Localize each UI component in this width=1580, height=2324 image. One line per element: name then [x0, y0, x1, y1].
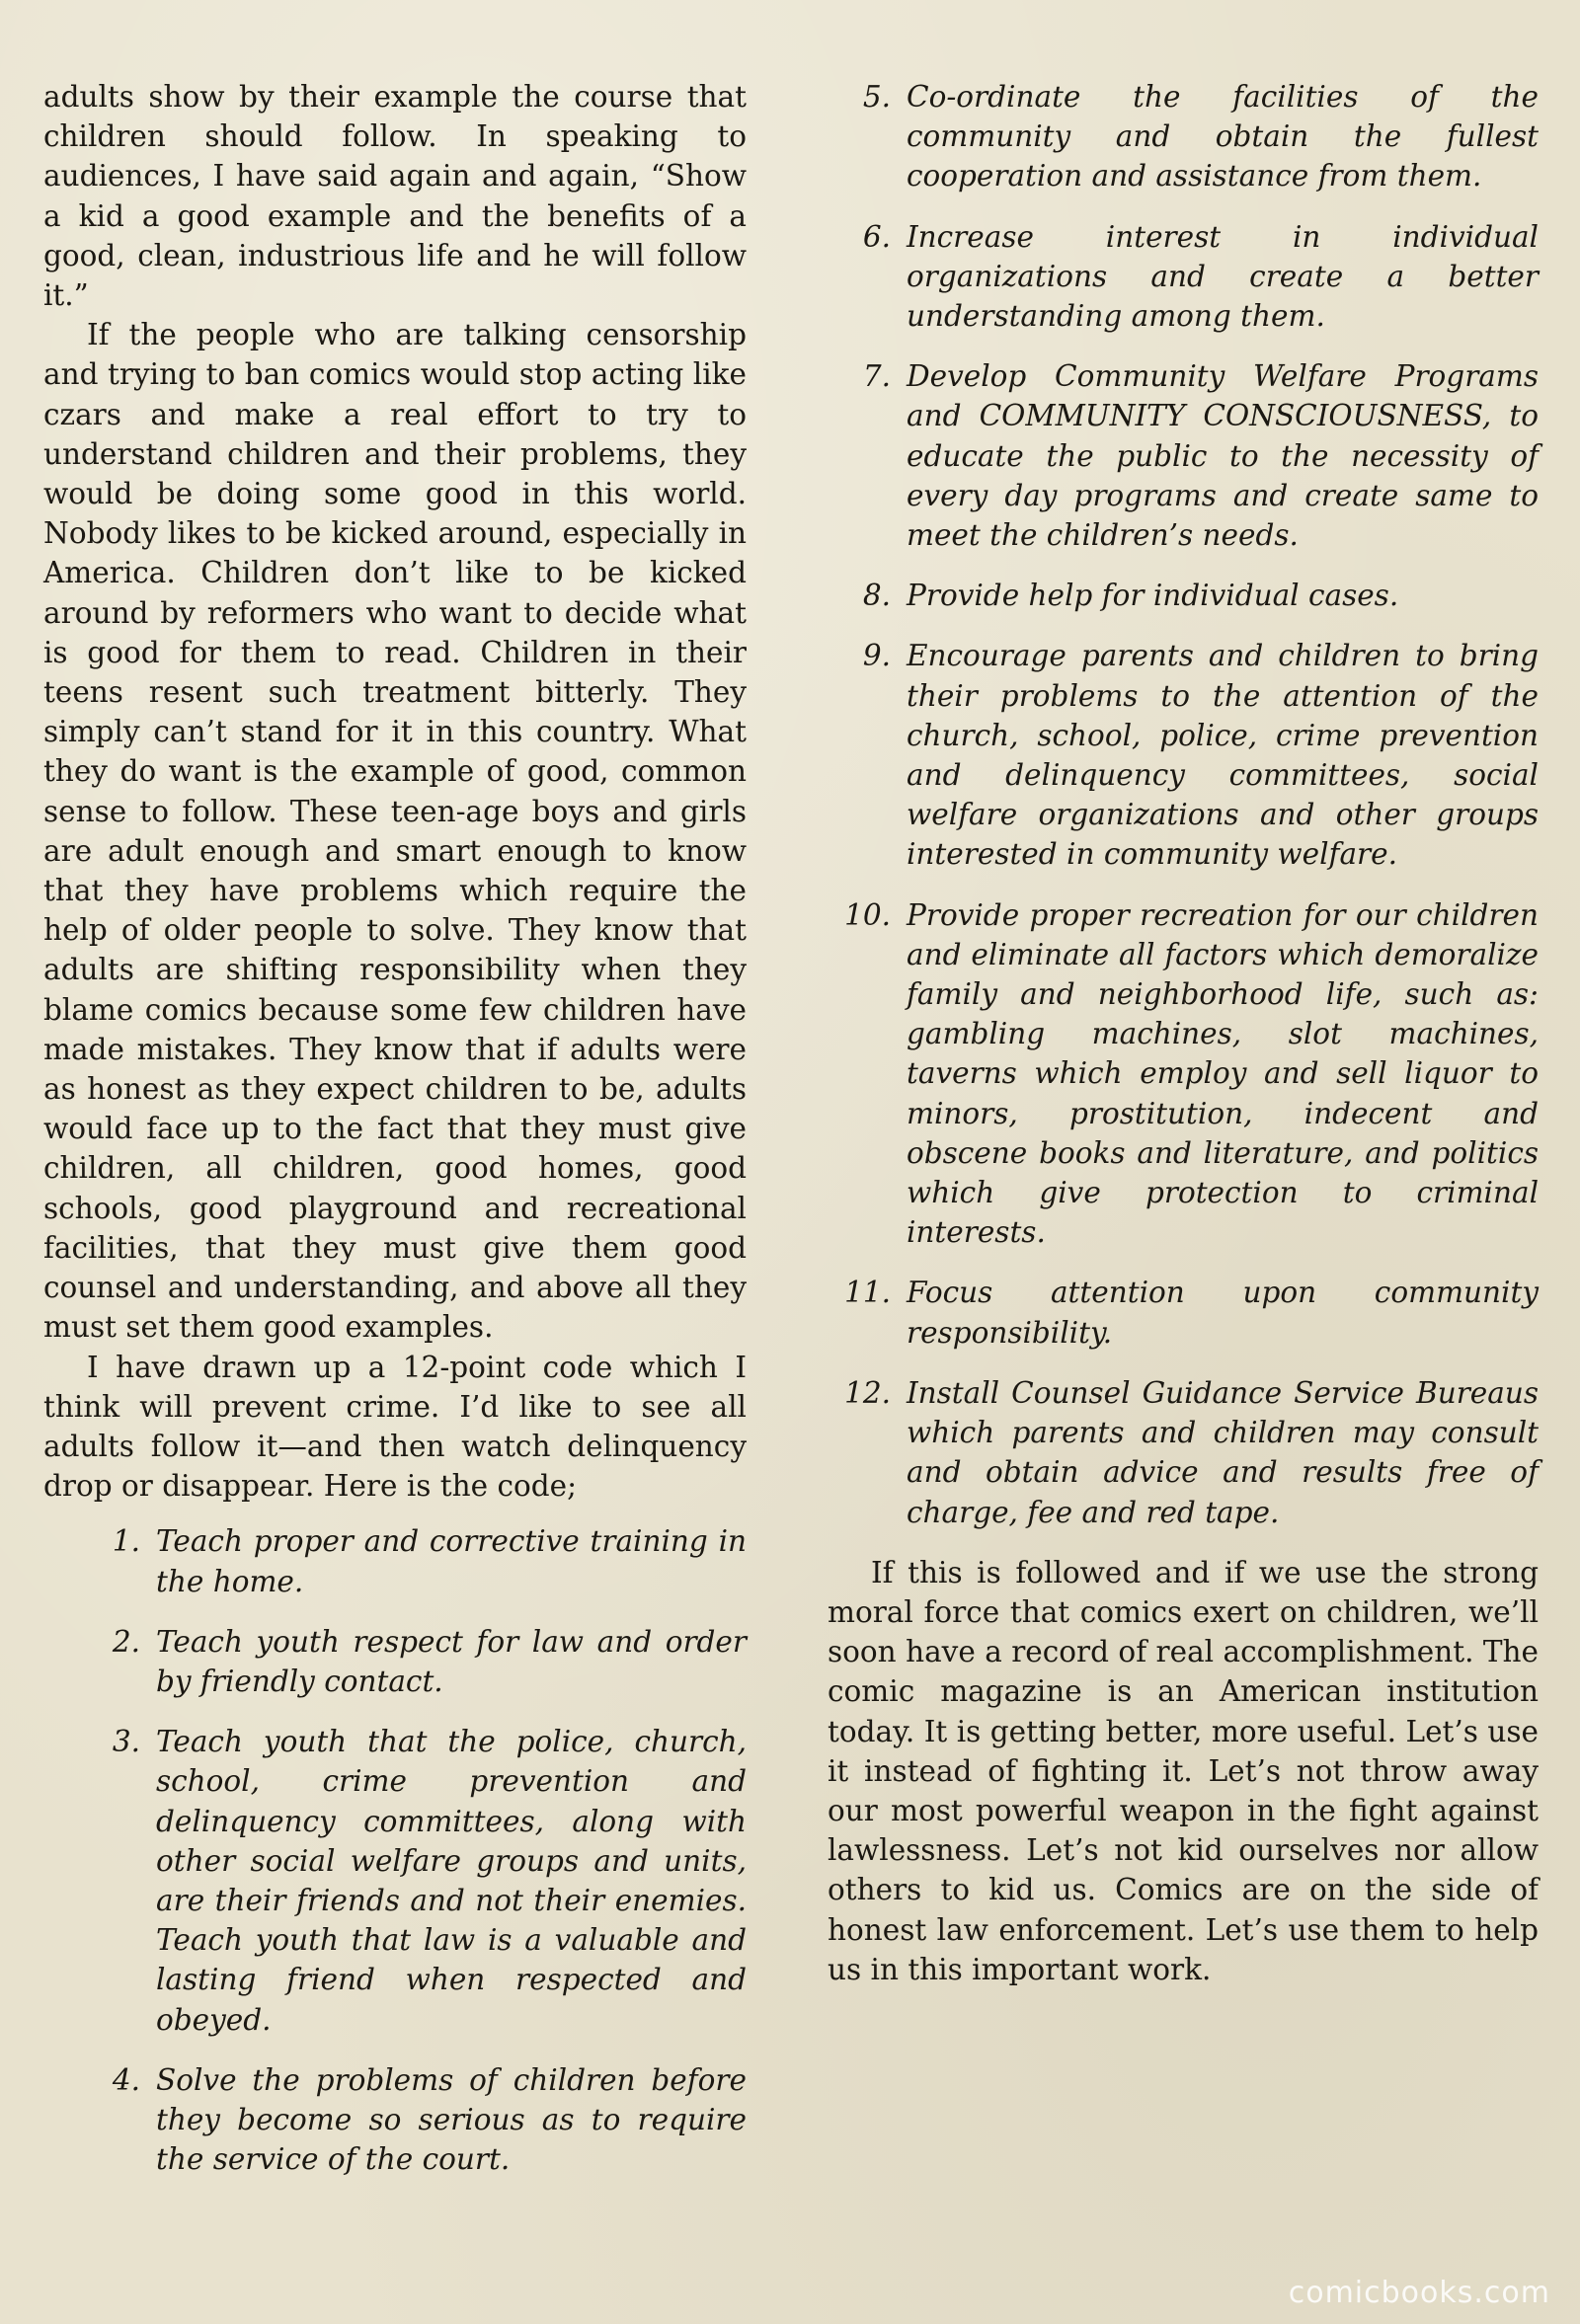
code-point-number: 4. [112, 2062, 140, 2097]
code-point-number: 7. [862, 359, 891, 394]
code-point [828, 356, 1539, 555]
code-point [828, 636, 1539, 874]
code-point [43, 1622, 747, 1701]
code-point-number: 6. [862, 219, 891, 254]
code-point-number: 9. [862, 639, 891, 673]
body-paragraph: If the people who are talking censorship and trying to ban comics would stop acting like czars and make a real effort to try to understand children and their problems, they would be doing some good in this world. Nobody likes to be kicked around, especially in America. Children don’t like to be kicked around by reformers who want to decide what is good for them to read. Children in their teens resent such treatment bitterly. They simply can’t stand for it in this country. What they do want is the example of good, common sense to follow. These teen-age boys and girls are adult enough and smart enough to know that they have problems which require the help of older people to solve. They know that adults are shifting responsibility when they blame comics because some few children have made mistakes. They know that if adults were as honest as they expect children to be, adults would face up to the fact that they must give children, all children, good homes, good schools, good playground and recreational facilities, that they must give them good counsel and understanding, and above all they must set them good examples. [43, 318, 747, 1345]
code-point-number: 11. [844, 1276, 891, 1310]
body-paragraph: adults show by their example the course that children should follow. In speaking to audiences, I have said again and again, “Show a kid a good example and the benefits of a good, clean, industrious life and he will follow it.” [43, 80, 747, 313]
code-point [43, 1521, 747, 1600]
code-point-text: Provide proper recreation for our children and eliminate all factors which demoralize family and neighborhood life, such as: gambling machines, slot machines, taverns which employ and sell liquor to minors, prostitution, indecent and obscene books and literature, and politics which give protection to criminal interests. [907, 897, 1539, 1250]
code-point-number: 1. [112, 1524, 140, 1559]
watermark: comicbooks.com [1288, 2276, 1550, 2310]
right-column [828, 77, 1539, 1989]
code-point-text: Focus attention upon community responsibility. [907, 1276, 1539, 1350]
code-point [828, 217, 1539, 337]
code-point-text: Develop Community Welfare Programs and COMMUNITY CONSCIOUSNESS, to educate the public to the necessity of every day programs and create same to meet the children’s needs. [907, 359, 1539, 553]
code-point-text: Increase interest in individual organizations and create a better understanding among them. [907, 219, 1539, 334]
code-point [828, 1273, 1539, 1352]
code-point-text: Encourage parents and children to bring their problems to the attention of the church, school, police, crime prevention and delinquency committees, social welfare organizations and other groups interested in community welfare. [907, 639, 1539, 872]
code-point [828, 895, 1539, 1253]
code-point-number: 8. [862, 579, 891, 613]
code-point-text: Teach youth that the police, church, school, crime prevention and delinquency committees, along with other social welfare groups and units, are their friends and not their enemies. Teach youth that law is a valuable and lasting friend when respected and obeyed. [156, 1725, 747, 2037]
code-point-text: Teach youth respect for law and order by friendly contact. [156, 1624, 747, 1698]
closing-paragraph: If this is followed and if we use the strong moral force that comics exert on children, we’ll soon have a record of real accomplishment. The comic magazine is an American institution today. It is getting better, more useful. Let’s use it instead of fighting it. Let’s not throw away our most powerful weapon in the fight against lawlessness. Let’s not kid ourselves nor allow others to kid us. Comics are on the side of honest law enforcement. Let’s use them to help us in this important work. [828, 1555, 1539, 1986]
body-paragraph: I have drawn up a 12-point code which I think will prevent crime. I’d like to see all adults follow it—and then watch delinquency drop or disappear. Here is the code; [43, 1350, 747, 1504]
code-point-text: Install Counsel Guidance Service Bureaus which parents and children may consult and obtain advice and results free of charge, fee and red tape. [907, 1375, 1539, 1529]
left-column [43, 77, 747, 2200]
code-point-text: Provide help for individual cases. [907, 579, 1399, 613]
code-point-number: 5. [862, 80, 891, 114]
code-point [43, 1722, 747, 2040]
code-point [43, 2060, 747, 2180]
code-point-number: 2. [112, 1624, 140, 1659]
code-list [828, 77, 1539, 1532]
code-point-number: 10. [844, 897, 891, 932]
code-point-text: Solve the problems of children before they become so serious as to require the service of the court. [156, 2062, 747, 2177]
code-point [828, 77, 1539, 196]
code-point-number: 12. [844, 1375, 891, 1410]
code-point [828, 576, 1539, 615]
code-point-text: Co-ordinate the facilities of the community and obtain the fullest cooperation and assistance from them. [907, 80, 1539, 194]
code-point [828, 1373, 1539, 1532]
code-list [43, 1521, 747, 2179]
code-point-text: Teach proper and corrective training in the home. [156, 1524, 747, 1598]
code-point-number: 3. [112, 1725, 140, 1759]
